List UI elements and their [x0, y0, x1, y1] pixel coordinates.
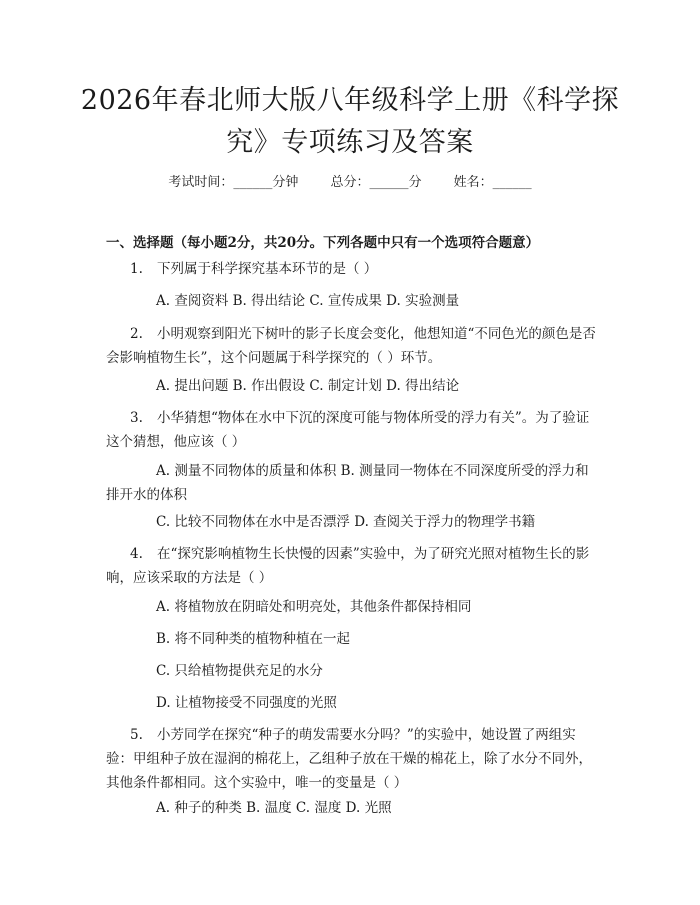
question-text: 小明观察到阳光下树叶的影子长度会变化，他想知道“不同色光的颜色是否会影响植物生长”，这个问题属于科学探究的（ ）环节。 [106, 326, 596, 366]
page-title: 2026年春北师大版八年级科学上册《科学探究》专项练习及答案 [80, 85, 620, 158]
exam-name: 姓名：______ [453, 175, 532, 190]
question-number: 4. [130, 546, 143, 562]
options-q3-ab: A. 测量不同物体的质量和体积 B. 测量同一物体在不同深度所受的浮力和排开水的体积 [106, 463, 589, 503]
option-q4-b: B. 将不同种类的植物种植在一起 [156, 631, 351, 647]
options-q1: A. 查阅资料 B. 得出结论 C. 宣传成果 D. 实验测量 [156, 293, 460, 309]
question-text: 小芳同学在探究“种子的萌发需要水分吗？”的实验中，她设置了两组实验：甲组种子放在湿润的棉花上，乙组种子放在干燥的棉花上，除了水分不同外，其他条件都相同。这个实验中，唯一的变量是（ ） [106, 727, 592, 791]
question-text: 在“探究影响植物生长快慢的因素”实验中，为了研究光照对植物生长的影响，应该采取的方法是（ ） [106, 546, 590, 586]
question-number: 3. [130, 410, 143, 426]
question-1 [106, 257, 602, 281]
exam-time: 考试时间：______分钟 [168, 175, 299, 190]
question-text: 下列属于科学探究基本环节的是（ ） [157, 261, 378, 277]
question-text: 小华猜想“物体在水中下沉的深度可能与物体所受的浮力有关”。为了验证这个猜想，他应该（ ） [106, 410, 590, 450]
exam-score: 总分：______分 [330, 175, 422, 190]
options-q5: A. 种子的种类 B. 温度 C. 湿度 D. 光照 [156, 800, 392, 816]
option-q4-d: D. 让植物接受不同强度的光照 [156, 695, 337, 711]
option-q4-c: C. 只给植物提供充足的水分 [156, 663, 323, 679]
question-3 [106, 406, 602, 454]
exam-meta [0, 171, 700, 190]
options-q2: A. 提出问题 B. 作出假设 C. 制定计划 D. 得出结论 [156, 378, 460, 394]
options-q3-cd: C. 比较不同物体在水中是否漂浮 D. 查阅关于浮力的物理学书籍 [156, 514, 536, 530]
question-number: 5. [130, 727, 143, 743]
section-heading: 一、选择题（每小题2分，共20分。下列各题中只有一个选项符合题意） [106, 235, 540, 251]
question-number: 2. [130, 326, 143, 342]
question-number: 1. [130, 261, 143, 277]
option-q4-a: A. 将植物放在阴暗处和明亮处，其他条件都保持相同 [156, 599, 472, 615]
question-4 [106, 542, 602, 590]
question-2 [106, 322, 602, 370]
question-5 [106, 723, 602, 795]
